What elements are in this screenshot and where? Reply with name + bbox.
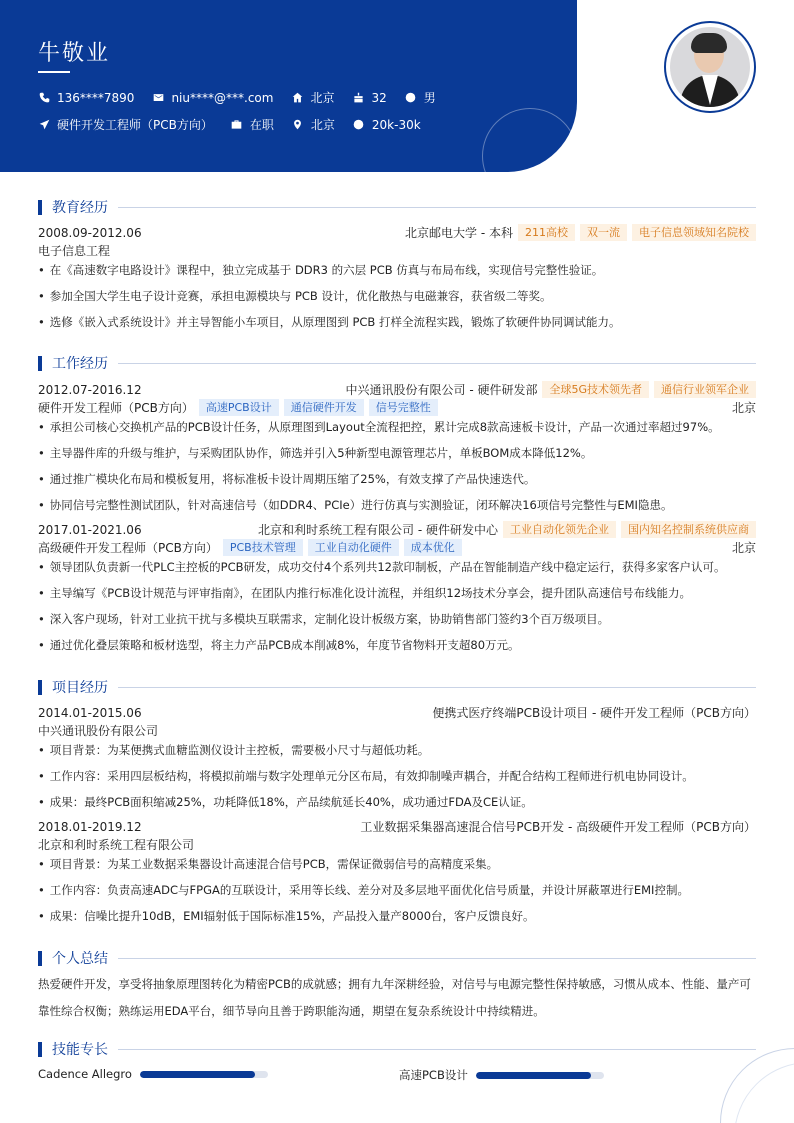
section-divider	[118, 958, 756, 959]
project-bullet: • 成果：信噪比提升10dB，EMI辐射低于国际标准15%，产品投入量产8000台，客户反馈良好。	[38, 908, 756, 924]
job-city: 北京	[731, 401, 756, 415]
section-skills	[38, 1039, 756, 1059]
project-company: 北京和利时系统工程有限公司	[38, 838, 195, 852]
job-role: 高级硬件开发工程师（PCB方向）	[38, 541, 218, 555]
mail-icon	[152, 92, 164, 104]
section-education	[38, 197, 756, 217]
name-underline	[38, 71, 70, 73]
job-company: 中兴通讯股份有限公司 - 硬件研发部	[345, 383, 538, 397]
job-role-row	[38, 539, 756, 556]
job-bullet: • 主导器件库的升级与维护，与采购团队协作，筛选并引入5种新型电源管理芯片，单板BOM成本降低12%。	[38, 445, 756, 461]
education-school: 北京邮电大学 - 本科	[405, 226, 513, 240]
section-divider	[118, 363, 756, 364]
job-bullet: • 协同信号完整性测试团队，针对高速信号（如DDR4、PCIe）进行仿真与实测验证，闭环解决16项信号完整性与EMI隐患。	[38, 497, 756, 513]
role-tag: 成本优化	[404, 539, 462, 556]
city-item	[292, 116, 335, 133]
job-company: 北京和利时系统工程有限公司 - 硬件研发中心	[258, 523, 498, 537]
education-major-row	[38, 242, 756, 259]
money-icon	[353, 119, 365, 131]
job-date: 2017.01-2021.06	[38, 522, 142, 537]
education-bullet: • 选修《嵌入式系统设计》并主导智能小车项目，从原理图到 PCB 打样全流程实践，锻炼了软硬件协同调试能力。	[38, 314, 756, 330]
skill-item	[38, 1067, 268, 1081]
age-text: 32	[371, 90, 387, 105]
candidate-name: 牛敬业	[38, 41, 111, 66]
project-header-row	[38, 704, 756, 721]
section-work	[38, 353, 756, 373]
company-tag: 通信行业领军企业	[654, 381, 756, 398]
job-role-row	[38, 399, 756, 416]
education-header-row	[38, 224, 756, 241]
skill-bar-track	[476, 1072, 604, 1079]
section-title-skills: 技能专长	[52, 1042, 108, 1058]
salary-text: 20k-30k	[371, 117, 421, 132]
section-divider	[118, 687, 756, 688]
job-role-group	[38, 539, 462, 556]
project-date: 2014.01-2015.06	[38, 705, 142, 720]
project-bullet: • 工作内容：负责高速ADC与FPGA的互联设计，采用等长线、差分对及多层地平面优化信号质量，并设计屏蔽罩进行EMI控制。	[38, 882, 756, 898]
job-header-row	[38, 521, 756, 538]
company-tag: 全球5G技术领先者	[542, 381, 649, 398]
job-date: 2012.07-2016.12	[38, 382, 142, 397]
section-projects	[38, 677, 756, 697]
home-icon	[291, 92, 303, 104]
email-text: niu****@***.com	[171, 90, 274, 105]
decorative-ring	[482, 108, 577, 172]
section-marker	[38, 680, 42, 695]
person-icon	[405, 92, 417, 104]
project-name: 工业数据采集器高速混合信号PCB开发 - 高级硬件开发工程师（PCB方向）	[360, 820, 756, 834]
position-item	[38, 116, 213, 133]
job-intent-row	[38, 116, 439, 133]
education-major: 电子信息工程	[38, 244, 111, 258]
section-summary	[38, 948, 756, 968]
job-bullet: • 深入客户现场，针对工业抗干扰与多模块互联需求，定制化设计板级方案，协助销售部门签约3个百万级项目。	[38, 611, 756, 627]
job-company-group	[258, 521, 756, 538]
section-title-projects: 项目经历	[52, 680, 108, 696]
skill-bar-track	[140, 1071, 268, 1078]
email-item	[152, 91, 273, 105]
skill-bar-fill	[476, 1072, 591, 1079]
avatar-photo	[670, 27, 750, 107]
section-title-work: 工作经历	[52, 356, 108, 372]
job-bullet: • 主导编写《PCB设计规范与评审指南》，在团队内推行标准化设计流程，并组织12场技术分享会，提升团队高速信号布线能力。	[38, 585, 756, 601]
section-title-summary: 个人总结	[52, 951, 108, 967]
role-tag: 高速PCB设计	[199, 399, 279, 416]
project-bullet: • 工作内容：采用四层板结构，将模拟前端与数字处理单元分区布局，有效抑制噪声耦合，并配合结构工程师进行机电协同设计。	[38, 768, 756, 784]
hometown-text: 北京	[310, 91, 335, 105]
project-bullet: • 项目背景：为某便携式血糖监测仪设计主控板，需要极小尺寸与超低功耗。	[38, 742, 756, 758]
role-tag: 通信硬件开发	[284, 399, 364, 416]
role-tag: 信号完整性	[369, 399, 438, 416]
job-bullet: • 通过优化叠层策略和板材选型，将主力产品PCB成本削减8%，年度节省物料开支超80万元。	[38, 637, 756, 653]
job-role-group	[38, 399, 438, 416]
education-bullet: • 参加全国大学生电子设计竞赛，承担电源模块与 PCB 设计，优化散热与电磁兼容，获省级二等奖。	[38, 288, 756, 304]
phone-text: 136****7890	[57, 90, 135, 105]
role-tag: PCB技术管理	[223, 539, 303, 556]
summary-text: 热爱硬件开发，享受将抽象原理图转化为精密PCB的成就感；拥有九年深耕经验，对信号与电源完整性保持敏感，习惯从成本、性能、量产可靠性综合权衡；熟练运用EDA平台，细节导向且善于跨职能沟通，期望在复杂系统设计中持续精进。	[38, 977, 751, 1018]
project-bullet: • 成果：最终PCB面积缩减25%，功耗降低18%，产品续航延长40%，成功通过FDA及CE认证。	[38, 794, 756, 810]
section-marker	[38, 951, 42, 966]
job-city: 北京	[731, 541, 756, 555]
project-header-row	[38, 818, 756, 835]
role-tag: 工业自动化硬件	[308, 539, 399, 556]
section-marker	[38, 356, 42, 371]
cake-icon	[352, 92, 364, 104]
education-date: 2008.09-2012.06	[38, 225, 142, 240]
company-tag: 国内知名控制系统供应商	[621, 521, 756, 538]
status-text: 在职	[249, 118, 274, 132]
skill-item	[399, 1067, 604, 1083]
section-title-education: 教育经历	[52, 200, 108, 216]
job-bullet: • 领导团队负责新一代PLC主控板的PCB研发，成功交付4个系列共12款印制板，产品在智能制造产线中稳定运行，获得多家客户认可。	[38, 559, 756, 575]
send-icon	[38, 119, 50, 131]
phone-item	[38, 91, 134, 105]
job-company-group	[346, 381, 757, 398]
project-company-row	[38, 722, 756, 739]
education-bullet: • 在《高速数字电路设计》课程中，独立完成基于 DDR3 的六层 PCB 仿真与布局布线，实现信号完整性验证。	[38, 262, 756, 278]
job-header-row	[38, 381, 756, 398]
school-tag: 电子信息领域知名院校	[632, 224, 756, 241]
skill-name: 高速PCB设计	[399, 1068, 468, 1082]
project-date: 2018.01-2019.12	[38, 819, 142, 834]
gender-text: 男	[423, 91, 436, 105]
gender-item	[405, 89, 436, 106]
school-tag: 双一流	[580, 224, 627, 241]
project-name: 便携式医疗终端PCB设计项目 - 硬件开发工程师（PCB方向）	[432, 706, 756, 720]
city-text: 北京	[310, 118, 335, 132]
age-item	[352, 91, 386, 105]
section-marker	[38, 1042, 42, 1057]
position-text: 硬件开发工程师（PCB方向）	[57, 118, 213, 132]
avatar	[664, 21, 756, 113]
phone-icon	[38, 92, 50, 104]
contact-row	[38, 89, 454, 106]
school-tag: 211高校	[518, 224, 575, 241]
company-tag: 工业自动化领先企业	[503, 521, 616, 538]
job-role: 硬件开发工程师（PCB方向）	[38, 401, 194, 415]
skill-name: Cadence Allegro	[38, 1067, 132, 1081]
briefcase-icon	[231, 119, 243, 131]
location-icon	[292, 119, 304, 131]
job-bullet: • 承担公司核心交换机产品的PCB设计任务，从原理图到Layout全流程把控，累计完成8款高速板卡设计，产品一次通过率超过97%。	[38, 419, 756, 435]
project-company: 中兴通讯股份有限公司	[38, 724, 159, 738]
project-company-row	[38, 836, 756, 853]
section-divider	[118, 1049, 756, 1050]
header-banner	[0, 0, 577, 172]
hometown-item	[291, 89, 334, 106]
status-item	[231, 116, 274, 133]
section-marker	[38, 200, 42, 215]
section-divider	[118, 207, 756, 208]
skill-bar-fill	[140, 1071, 255, 1078]
job-bullet: • 通过推广模块化布局和模板复用，将标准板卡设计周期压缩了25%，有效支撑了产品快速迭代。	[38, 471, 756, 487]
project-bullet: • 项目背景：为某工业数据采集器设计高速混合信号PCB，需保证微弱信号的高精度采集。	[38, 856, 756, 872]
salary-item	[353, 118, 421, 132]
education-school-group	[405, 224, 756, 241]
